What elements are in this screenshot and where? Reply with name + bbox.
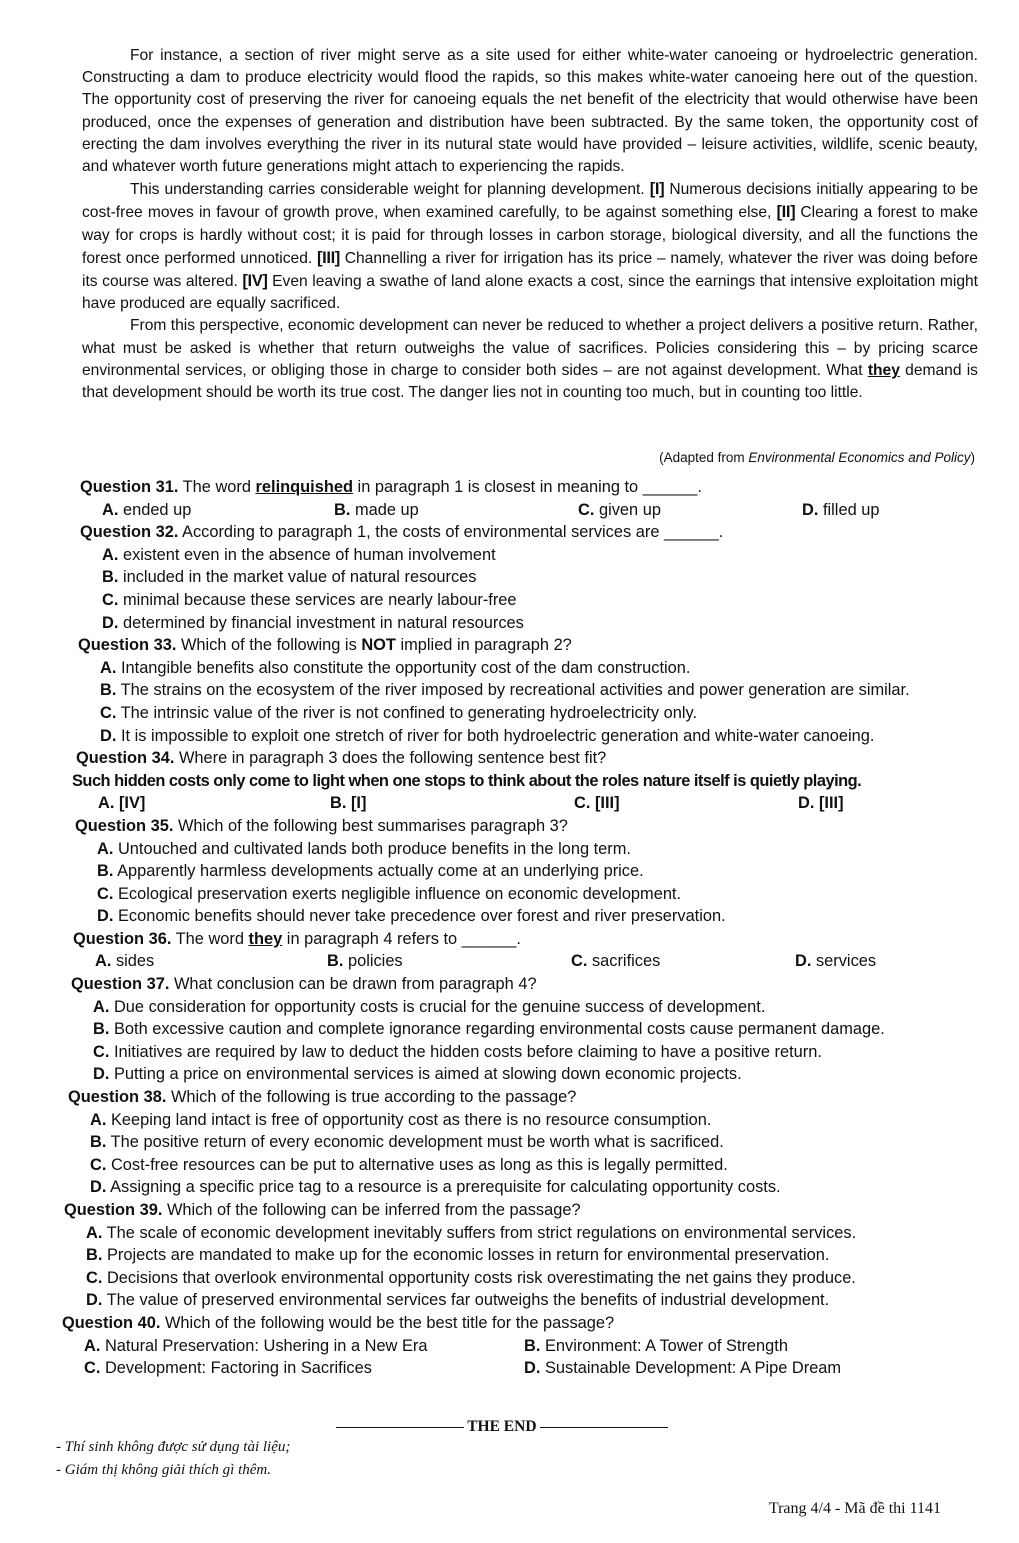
- option-text: Both excessive caution and complete ignorance regarding environmental costs cause permanent damage.: [113, 1020, 885, 1039]
- option-text: Keeping land intact is free of opportunity cost as there is no resource consumption.: [110, 1110, 712, 1129]
- question-block: [0, 1199, 1019, 1312]
- answer-options: [73, 950, 1019, 973]
- answer-option-a[interactable]: [93, 996, 1019, 1019]
- question-number: Question 40.: [62, 1313, 161, 1332]
- answer-option-c[interactable]: [90, 1154, 1019, 1177]
- end-rule-right: [540, 1427, 668, 1428]
- option-text: The positive return of every economic development must be worth what is sacrificed.: [110, 1133, 724, 1152]
- answer-options: [64, 1222, 1019, 1312]
- option-letter: C.: [86, 1268, 103, 1287]
- answer-option-c[interactable]: [102, 589, 1019, 612]
- answer-option-c[interactable]: [93, 1041, 1019, 1064]
- question-number: Question 34.: [76, 749, 175, 768]
- question-list: [0, 476, 1019, 1380]
- question-stem: [71, 973, 1019, 996]
- answer-option-d[interactable]: [93, 1063, 1019, 1086]
- option-letter: C.: [90, 1155, 107, 1174]
- keyword-they: they: [867, 361, 900, 379]
- note-line: - Giám thị không giải thích gì thêm.: [56, 1462, 271, 1478]
- insertion-marker-2: [II]: [776, 202, 796, 222]
- option-letter: D.: [93, 1065, 110, 1084]
- question-stem: [75, 815, 1019, 838]
- option-letter: B.: [90, 1133, 107, 1152]
- question-text: Where in paragraph 3 does the following sentence best fit?: [178, 749, 607, 768]
- option-text: Sustainable Development: A Pipe Dream: [544, 1359, 842, 1378]
- exam-notes: [56, 1436, 290, 1482]
- question-text: in paragraph 1 is closest in meaning to ______.: [357, 478, 702, 496]
- question-keyword: they: [248, 929, 283, 948]
- option-text: The value of preserved environmental services far outweighs the benefits of industrial development.: [106, 1291, 830, 1310]
- insertion-marker-3: [III]: [317, 247, 340, 267]
- option-letter: A.: [95, 952, 112, 971]
- option-text: Cost-free resources can be put to alternative uses as long as this is legally permitted.: [110, 1155, 728, 1174]
- answer-option-b[interactable]: [90, 1131, 1019, 1154]
- answer-option-d[interactable]: [97, 905, 1019, 928]
- answer-option-a[interactable]: [84, 1335, 524, 1358]
- option-text: Putting a price on environmental services is aimed at slowing down economic projects.: [113, 1065, 742, 1084]
- question-stem: [80, 521, 1019, 544]
- question-text: in paragraph 4 refers to ______.: [286, 929, 521, 948]
- question-block: [0, 634, 1019, 747]
- option-letter: D.: [90, 1178, 107, 1197]
- question-number: Question 35.: [75, 816, 174, 835]
- option-letter: C.: [97, 884, 114, 903]
- answer-option-b[interactable]: [334, 499, 419, 522]
- question-number: Question 32.: [80, 523, 179, 542]
- option-letter: B.: [102, 568, 119, 587]
- question-stem: [68, 1086, 1019, 1109]
- question-stem: [76, 747, 1019, 770]
- passage-paragraph-3: This understanding carries considerable weight for planning development. [I] Numerous decisions initially appearing to be cost-free moves in favour of growth prove, when examined carefully, to be against something else, [II] Clearing a forest to make way for crops is hardly without cost; it is paid for through losses in carbon storage, biological diversity, and all the functions the forest once performed unnoticed. [III] Channelling a river for irrigation has its price – namely, whatever the river was doing before its course was altered. [IV] Even leaving a swathe of land alone exacts a cost, since the earnings that intensive exploitation might have produced are equally sacrificed.: [82, 179, 979, 313]
- insertion-marker-1: [I]: [649, 179, 665, 199]
- question-stem: [78, 634, 1019, 657]
- insertion-marker-4: [IV]: [242, 271, 268, 291]
- option-letter: A.: [98, 794, 115, 813]
- question-text: Which of the following is: [180, 636, 357, 655]
- question-number: Question 31.: [80, 478, 179, 496]
- option-letter: A.: [100, 658, 117, 677]
- option-text: services: [815, 952, 877, 971]
- option-letter: B.: [97, 862, 114, 881]
- end-rule-left: [336, 1427, 464, 1428]
- option-letter: B.: [334, 500, 351, 519]
- option-text: Economic benefits should never take precedence over forest and river preservation.: [117, 907, 726, 926]
- option-text: [IV]: [118, 794, 146, 813]
- option-text: Natural Preservation: Ushering in a New Era: [104, 1336, 428, 1355]
- option-letter: A.: [86, 1223, 103, 1242]
- option-letter: B.: [93, 1020, 110, 1039]
- question-block: [0, 973, 1019, 1086]
- note-line: - Thí sinh không được sử dụng tài liệu;: [56, 1439, 291, 1455]
- question-text: The word: [182, 478, 251, 496]
- answer-option-c[interactable]: [100, 702, 1019, 725]
- question-stem: [73, 928, 1019, 951]
- answer-options: [80, 544, 1019, 634]
- option-letter: B.: [524, 1336, 541, 1355]
- option-letter: C.: [102, 590, 119, 609]
- option-text: policies: [347, 952, 403, 971]
- option-text: existent even in the absence of human involvement: [122, 545, 496, 564]
- question-block: [0, 815, 1019, 928]
- option-letter: D.: [97, 907, 114, 926]
- answer-option-b[interactable]: [524, 1335, 964, 1358]
- option-text: It is impossible to exploit one stretch of river for both hydroelectric generation and white-water canoeing.: [120, 726, 875, 745]
- question-block: [0, 1086, 1019, 1199]
- answer-option-b[interactable]: [97, 860, 1019, 883]
- answer-option-b[interactable]: [86, 1244, 1019, 1267]
- option-text: [I]: [350, 794, 367, 813]
- option-text: Due consideration for opportunity costs is crucial for the genuine success of development.: [113, 997, 766, 1016]
- answer-option-b[interactable]: [102, 566, 1019, 589]
- insert-sentence: Such hidden costs only come to light when one stops to think about the roles nature itself is quietly playing.: [72, 771, 862, 790]
- option-letter: D.: [524, 1359, 541, 1378]
- option-letter: D.: [795, 952, 812, 971]
- question-number: Question 36.: [73, 929, 172, 948]
- answer-options: [68, 1109, 1019, 1199]
- answer-option-b[interactable]: [327, 950, 403, 973]
- option-letter: D.: [798, 794, 815, 813]
- answer-option-a[interactable]: [100, 657, 1019, 680]
- option-letter: A.: [97, 839, 114, 858]
- option-letter: C.: [578, 500, 595, 519]
- option-letter: A.: [84, 1336, 101, 1355]
- answer-option-a[interactable]: [102, 499, 191, 522]
- question-text: Which of the following is true according to the passage?: [170, 1088, 577, 1107]
- question-keyword: NOT: [361, 636, 396, 655]
- option-text: Intangible benefits also constitute the opportunity cost of the dam construction.: [120, 658, 691, 677]
- answer-option-c[interactable]: [97, 883, 1019, 906]
- question-stem: [62, 1312, 1019, 1335]
- answer-option-d[interactable]: [524, 1357, 964, 1380]
- option-text: [III]: [818, 794, 844, 813]
- option-letter: A.: [102, 545, 119, 564]
- question-stem: [80, 476, 1019, 499]
- question-stem: [64, 1199, 1019, 1222]
- answer-option-a[interactable]: [98, 792, 145, 815]
- option-text: [III]: [594, 794, 620, 813]
- option-letter: B.: [86, 1246, 103, 1265]
- option-text: determined by financial investment in natural resources: [122, 613, 524, 632]
- answer-option-d[interactable]: [795, 950, 876, 973]
- question-text: What conclusion can be drawn from paragraph 4?: [173, 975, 537, 994]
- answer-option-d[interactable]: [100, 725, 1019, 748]
- option-letter: D.: [100, 726, 117, 745]
- passage-paragraph-4: From this perspective, economic development can never be reduced to whether a project delivers a positive return. Rather, what must be asked is whether that return outweighs the value of sacrifices. Policies considering this – by pricing scarce environmental services, or obliging those in charge to consider both sides – are not against development. What they demand is that development should be worth its true cost. The danger lies not in counting too much, but in counting too little.: [82, 317, 978, 402]
- option-letter: A.: [93, 997, 110, 1016]
- question-block: [0, 928, 1019, 973]
- question-block: [0, 747, 1019, 815]
- answer-option-a[interactable]: [102, 544, 1019, 567]
- option-text: sacrifices: [591, 952, 661, 971]
- question-number: Question 33.: [78, 636, 177, 655]
- option-text: ended up: [122, 500, 192, 519]
- option-text: filled up: [822, 500, 880, 519]
- option-letter: D.: [86, 1291, 103, 1310]
- question-text: Which of the following would be the best title for the passage?: [164, 1313, 615, 1332]
- answer-option-a[interactable]: [95, 950, 154, 973]
- answer-option-b[interactable]: [93, 1018, 1019, 1041]
- reading-passage: [82, 45, 978, 404]
- answer-option-d[interactable]: [802, 499, 879, 522]
- option-text: Projects are mandated to make up for the economic losses in return for environmental preservation.: [106, 1246, 830, 1265]
- option-letter: D.: [102, 613, 119, 632]
- passage-paragraph-2: For instance, a section of river might serve as a site used for either white-water canoeing or hydroelectric generation. Constructing a dam to produce electricity would flood the rapids, so this makes white-water canoeing here out of the question. The opportunity cost of preserving the river for canoeing equals the net benefit of the electricity that would otherwise have been produced, once the expenses of generation and distribution have been subtracted. By the same token, the opportunity cost of erecting the dam involves everything the river in its nutural state would have provided – leisure activities, wildlife, scenic beauty, and whatever worth future generations might attach to experiencing the rapids.: [82, 47, 978, 176]
- option-text: The intrinsic value of the river is not confined to generating hydroelectricity only.: [120, 703, 698, 722]
- answer-option-a[interactable]: [90, 1109, 1019, 1132]
- end-marker: THE END: [322, 1418, 682, 1436]
- passage-source: (Adapted from Environmental Economics and Policy): [659, 450, 975, 465]
- answer-option-c[interactable]: [578, 499, 661, 522]
- option-text: made up: [354, 500, 419, 519]
- answer-option-d[interactable]: [86, 1289, 1019, 1312]
- option-text: Decisions that overlook environmental opportunity costs risk overestimating the net gains they produce.: [106, 1268, 856, 1287]
- option-text: given up: [598, 500, 661, 519]
- option-text: sides: [115, 952, 155, 971]
- question-text: implied in paragraph 2?: [400, 636, 572, 655]
- option-letter: A.: [90, 1110, 107, 1129]
- option-text: Assigning a specific price tag to a resource is a prerequisite for calculating opportunity costs.: [110, 1178, 781, 1197]
- option-letter: D.: [802, 500, 819, 519]
- answer-option-c[interactable]: [571, 950, 660, 973]
- option-letter: C.: [571, 952, 588, 971]
- answer-option-c[interactable]: [86, 1267, 1019, 1290]
- answer-option-b[interactable]: [330, 792, 366, 815]
- option-text: Development: Factoring in Sacrifices: [104, 1359, 372, 1378]
- option-text: Initiatives are required by law to deduct the hidden costs before claiming to have a positive return.: [113, 1042, 822, 1061]
- question-text: According to paragraph 1, the costs of environmental services are ______.: [182, 523, 724, 542]
- question-keyword: relinquished: [255, 478, 353, 496]
- answer-options: [80, 499, 1019, 522]
- question-block: [0, 476, 1019, 521]
- page-footer: Trang 4/4 - Mã đề thi 1141: [768, 1500, 941, 1517]
- option-text: Ecological preservation exerts negligible influence on economic development.: [117, 884, 682, 903]
- option-text: The strains on the ecosystem of the river imposed by recreational activities and power generation are similar.: [120, 681, 910, 700]
- answer-option-c[interactable]: [84, 1357, 524, 1380]
- option-letter: C.: [100, 703, 117, 722]
- question-text: Which of the following can be inferred from the passage?: [166, 1201, 581, 1219]
- option-letter: A.: [102, 500, 119, 519]
- question-block: [0, 1312, 1019, 1380]
- question-number: Question 37.: [71, 975, 170, 994]
- option-letter: C.: [84, 1359, 101, 1378]
- option-text: included in the market value of natural resources: [122, 568, 477, 587]
- answer-option-a[interactable]: [97, 838, 1019, 861]
- answer-option-d[interactable]: [90, 1176, 1019, 1199]
- option-text: The scale of economic development inevitably suffers from strict regulations on environmental services.: [106, 1223, 857, 1242]
- option-text: Untouched and cultivated lands both produce benefits in the long term.: [117, 839, 631, 858]
- question-number: Question 39.: [64, 1201, 163, 1219]
- answer-options: [76, 792, 1019, 815]
- question-text: Which of the following best summarises paragraph 3?: [177, 816, 568, 835]
- option-text: Environment: A Tower of Strength: [544, 1336, 788, 1355]
- option-letter: B.: [100, 681, 117, 700]
- answer-option-c[interactable]: [574, 792, 620, 815]
- answer-option-d[interactable]: [102, 612, 1019, 635]
- question-block: [0, 521, 1019, 634]
- option-letter: C.: [93, 1042, 110, 1061]
- option-letter: C.: [574, 794, 591, 813]
- option-letter: B.: [330, 794, 347, 813]
- option-text: minimal because these services are nearly labour-free: [122, 590, 517, 609]
- option-text: Apparently harmless developments actually come at an underlying price.: [117, 862, 644, 881]
- answer-option-b[interactable]: [100, 679, 1019, 702]
- answer-option-a[interactable]: [86, 1222, 1019, 1245]
- answer-option-d[interactable]: [798, 792, 844, 815]
- option-letter: B.: [327, 952, 344, 971]
- answer-options: [78, 657, 1019, 747]
- question-number: Question 38.: [68, 1088, 167, 1107]
- answer-options: [71, 996, 1019, 1086]
- answer-options: [62, 1335, 1019, 1380]
- answer-options: [75, 838, 1019, 928]
- question-text: The word: [175, 929, 244, 948]
